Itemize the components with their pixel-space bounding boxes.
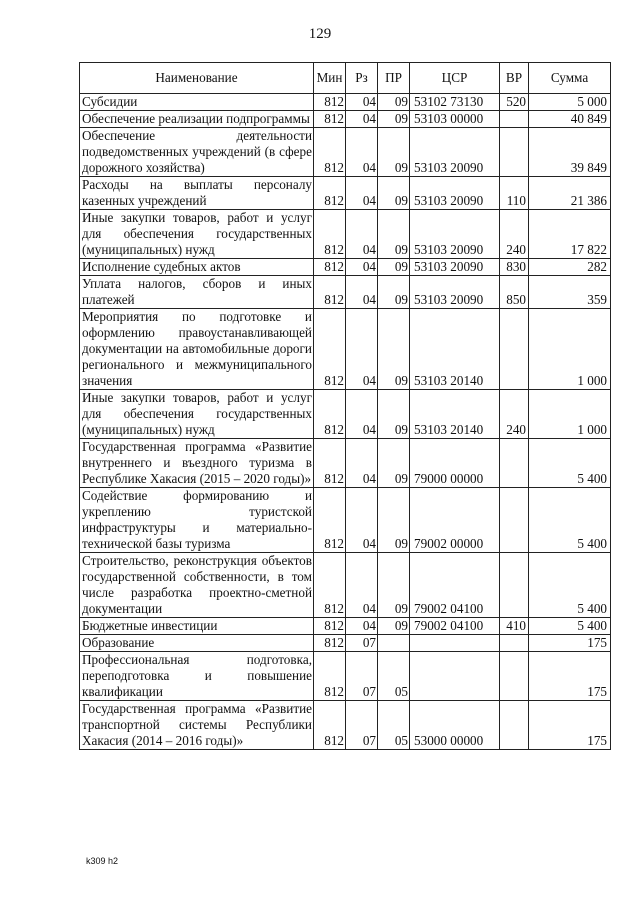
cell-pr: 05 bbox=[378, 701, 410, 750]
cell-pr: 09 bbox=[378, 111, 410, 128]
cell-name: Государственная программа «Развитие транспортной системы Республики Хакасия (2014 – 2016 годы)» bbox=[80, 701, 314, 750]
cell-sum: 359 bbox=[529, 276, 611, 309]
cell-min: 812 bbox=[314, 111, 346, 128]
cell-csr: 79002 04100 bbox=[410, 618, 500, 635]
cell-pr: 09 bbox=[378, 259, 410, 276]
cell-pr: 09 bbox=[378, 488, 410, 553]
cell-rz: 04 bbox=[346, 390, 378, 439]
cell-pr: 09 bbox=[378, 276, 410, 309]
cell-min: 812 bbox=[314, 128, 346, 177]
table-row bbox=[80, 618, 611, 635]
cell-min: 812 bbox=[314, 177, 346, 210]
cell-name: Уплата налогов, сборов и иных платежей bbox=[80, 276, 314, 309]
cell-sum: 39 849 bbox=[529, 128, 611, 177]
cell-vr bbox=[500, 439, 529, 488]
cell-rz: 07 bbox=[346, 701, 378, 750]
table-row bbox=[80, 128, 611, 177]
cell-csr bbox=[410, 652, 500, 701]
cell-csr: 53103 20140 bbox=[410, 309, 500, 390]
cell-sum: 5 000 bbox=[529, 94, 611, 111]
cell-rz: 04 bbox=[346, 111, 378, 128]
table-row bbox=[80, 701, 611, 750]
cell-csr: 53103 20090 bbox=[410, 210, 500, 259]
table-row bbox=[80, 635, 611, 652]
cell-vr bbox=[500, 553, 529, 618]
cell-min: 812 bbox=[314, 553, 346, 618]
cell-sum: 1 000 bbox=[529, 390, 611, 439]
cell-vr: 830 bbox=[500, 259, 529, 276]
cell-rz: 04 bbox=[346, 210, 378, 259]
cell-rz: 04 bbox=[346, 309, 378, 390]
cell-vr bbox=[500, 701, 529, 750]
cell-min: 812 bbox=[314, 439, 346, 488]
col-header-min: Мин bbox=[314, 63, 346, 94]
cell-name: Субсидии bbox=[80, 94, 314, 111]
cell-vr: 110 bbox=[500, 177, 529, 210]
col-header-csr: ЦСР bbox=[410, 63, 500, 94]
col-header-rz: Рз bbox=[346, 63, 378, 94]
footer-code: k309 h2 bbox=[86, 856, 119, 866]
table-row bbox=[80, 276, 611, 309]
cell-pr: 09 bbox=[378, 177, 410, 210]
cell-min: 812 bbox=[314, 94, 346, 111]
cell-name: Обеспечение деятельности подведомственных учреждений (в сфере дорожного хозяйства) bbox=[80, 128, 314, 177]
col-header-name: Наименование bbox=[80, 63, 314, 94]
cell-pr: 09 bbox=[378, 94, 410, 111]
cell-min: 812 bbox=[314, 652, 346, 701]
cell-sum: 17 822 bbox=[529, 210, 611, 259]
cell-pr: 09 bbox=[378, 618, 410, 635]
cell-name: Содействие формированию и укреплению туристской инфраструктуры и материально-технической базы туризма bbox=[80, 488, 314, 553]
cell-csr: 53103 20090 bbox=[410, 259, 500, 276]
cell-name: Расходы на выплаты персоналу казенных учреждений bbox=[80, 177, 314, 210]
table-row bbox=[80, 111, 611, 128]
col-header-pr: ПР bbox=[378, 63, 410, 94]
cell-rz: 04 bbox=[346, 553, 378, 618]
cell-csr: 53103 20090 bbox=[410, 128, 500, 177]
cell-vr bbox=[500, 111, 529, 128]
cell-sum: 175 bbox=[529, 652, 611, 701]
cell-sum: 21 386 bbox=[529, 177, 611, 210]
col-header-vr: ВР bbox=[500, 63, 529, 94]
cell-vr: 240 bbox=[500, 390, 529, 439]
cell-rz: 04 bbox=[346, 177, 378, 210]
cell-min: 812 bbox=[314, 390, 346, 439]
cell-pr: 09 bbox=[378, 553, 410, 618]
cell-name: Профессиональная подготовка, переподготовка и повышение квалификации bbox=[80, 652, 314, 701]
cell-vr bbox=[500, 652, 529, 701]
table-row bbox=[80, 652, 611, 701]
cell-sum: 5 400 bbox=[529, 439, 611, 488]
cell-pr: 05 bbox=[378, 652, 410, 701]
cell-csr bbox=[410, 635, 500, 652]
cell-name: Образование bbox=[80, 635, 314, 652]
cell-rz: 04 bbox=[346, 488, 378, 553]
cell-name: Бюджетные инвестиции bbox=[80, 618, 314, 635]
table-row bbox=[80, 488, 611, 553]
cell-pr: 09 bbox=[378, 210, 410, 259]
cell-rz: 04 bbox=[346, 128, 378, 177]
cell-name: Иные закупки товаров, работ и услуг для обеспечения государственных (муниципальных) нужд bbox=[80, 210, 314, 259]
cell-csr: 53103 20140 bbox=[410, 390, 500, 439]
cell-sum: 5 400 bbox=[529, 488, 611, 553]
cell-min: 812 bbox=[314, 276, 346, 309]
table-header bbox=[80, 63, 611, 94]
cell-vr bbox=[500, 488, 529, 553]
cell-min: 812 bbox=[314, 488, 346, 553]
cell-name: Государственная программа «Развитие внутреннего и въездного туризма в Республике Хакасия (2015 – 2020 годы)» bbox=[80, 439, 314, 488]
cell-vr: 240 bbox=[500, 210, 529, 259]
cell-pr bbox=[378, 635, 410, 652]
cell-pr: 09 bbox=[378, 390, 410, 439]
cell-min: 812 bbox=[314, 618, 346, 635]
page-number: 129 bbox=[308, 26, 332, 42]
cell-vr: 520 bbox=[500, 94, 529, 111]
cell-csr: 53103 20090 bbox=[410, 276, 500, 309]
table-row bbox=[80, 94, 611, 111]
cell-csr: 53103 00000 bbox=[410, 111, 500, 128]
cell-name: Обеспечение реализации подпрограммы bbox=[80, 111, 314, 128]
cell-min: 812 bbox=[314, 635, 346, 652]
cell-csr: 79002 00000 bbox=[410, 488, 500, 553]
cell-rz: 07 bbox=[346, 635, 378, 652]
cell-rz: 07 bbox=[346, 652, 378, 701]
cell-csr: 53000 00000 bbox=[410, 701, 500, 750]
cell-vr: 410 bbox=[500, 618, 529, 635]
cell-vr bbox=[500, 309, 529, 390]
cell-name: Иные закупки товаров, работ и услуг для обеспечения государственных (муниципальных) нужд bbox=[80, 390, 314, 439]
cell-rz: 04 bbox=[346, 618, 378, 635]
cell-name: Исполнение судебных актов bbox=[80, 259, 314, 276]
cell-min: 812 bbox=[314, 210, 346, 259]
col-header-sum: Сумма bbox=[529, 63, 611, 94]
cell-csr: 79002 04100 bbox=[410, 553, 500, 618]
cell-rz: 04 bbox=[346, 259, 378, 276]
table-row bbox=[80, 390, 611, 439]
cell-sum: 175 bbox=[529, 701, 611, 750]
table-row bbox=[80, 210, 611, 259]
cell-pr: 09 bbox=[378, 309, 410, 390]
table-row bbox=[80, 553, 611, 618]
cell-min: 812 bbox=[314, 259, 346, 276]
cell-sum: 1 000 bbox=[529, 309, 611, 390]
cell-name: Мероприятия по подготовке и оформлению правоустанавливающей документации на автомобильные дороги регионального и межмуниципального значения bbox=[80, 309, 314, 390]
cell-csr: 53103 20090 bbox=[410, 177, 500, 210]
cell-sum: 175 bbox=[529, 635, 611, 652]
cell-vr: 850 bbox=[500, 276, 529, 309]
cell-csr: 53102 73130 bbox=[410, 94, 500, 111]
cell-name: Строительство, реконструкция объектов государственной собственности, в том числе разработка проектно-сметной документации bbox=[80, 553, 314, 618]
cell-rz: 04 bbox=[346, 276, 378, 309]
cell-sum: 5 400 bbox=[529, 553, 611, 618]
cell-sum: 282 bbox=[529, 259, 611, 276]
cell-csr: 79000 00000 bbox=[410, 439, 500, 488]
budget-table bbox=[79, 62, 611, 750]
table-body bbox=[80, 94, 611, 750]
cell-sum: 5 400 bbox=[529, 618, 611, 635]
cell-min: 812 bbox=[314, 309, 346, 390]
table-row bbox=[80, 309, 611, 390]
cell-pr: 09 bbox=[378, 128, 410, 177]
cell-sum: 40 849 bbox=[529, 111, 611, 128]
cell-vr bbox=[500, 128, 529, 177]
table-row bbox=[80, 259, 611, 276]
cell-pr: 09 bbox=[378, 439, 410, 488]
table-row bbox=[80, 439, 611, 488]
table-row bbox=[80, 177, 611, 210]
cell-vr bbox=[500, 635, 529, 652]
cell-rz: 04 bbox=[346, 439, 378, 488]
cell-rz: 04 bbox=[346, 94, 378, 111]
cell-min: 812 bbox=[314, 701, 346, 750]
